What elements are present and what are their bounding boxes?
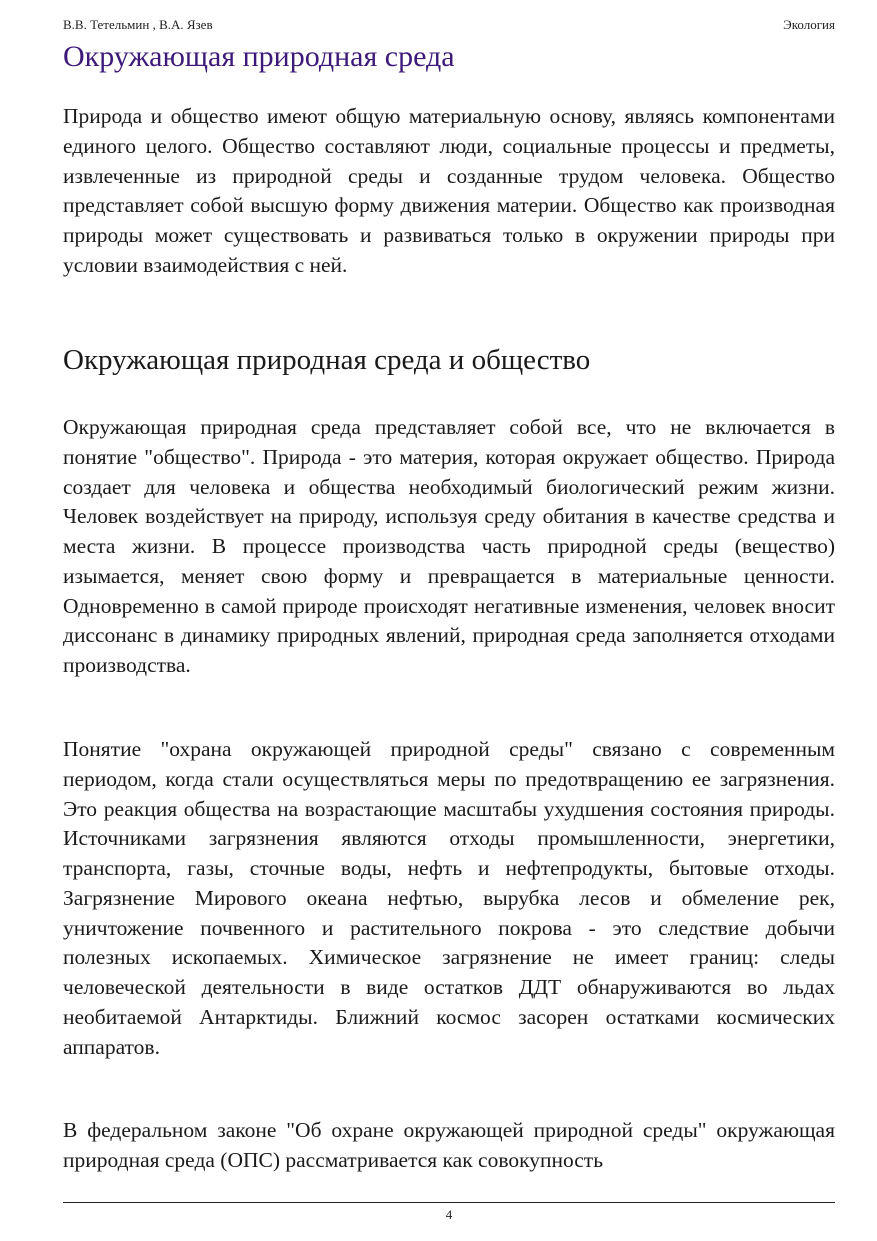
paragraph-law: В федеральном законе "Об охране окружающей природной среды" окружающая природная среда (ОПС) рассматривается как совокупность <box>63 1118 835 1172</box>
page-number: 4 <box>445 1207 453 1222</box>
running-header <box>63 17 835 35</box>
paragraph-environment: Окружающая природная среда представляет собой все, что не включается в понятие "общество". Природа - это материя, которая окружает общество. Природа создает для человека и общества необходимый биологический режим жизни. Человек воздействует на природу, используя среду обитания в качестве средства и места жизни. В процессе производства часть природной среды (вещество) изымается, меняет свою форму и превращается в материальные ценности. Одновременно в самой природе происходят негативные изменения, человек вносит диссонанс в динамику природных явлений, природная среда заполняется отходами производства. <box>63 415 835 677</box>
paragraph-intro: Природа и общество имеют общую материальную основу, являясь компонентами единого целого. Общество составляют люди, социальные процессы и предметы, извлеченные из природной среды и созданные трудом человека. Общество представляет собой высшую форму движения материи. Общество как производная природы может существовать и развиваться только в окружении природы при условии взаимодействия с ней. <box>63 104 835 277</box>
paragraph-protection: Понятие "охрана окружающей природной среды" связано с современным периодом, когда стали осуществляться меры по предотвращению ее загрязнения. Это реакция общества на возрастающие масштабы ухудшения состояния природы. Источниками загрязнения являются отходы промышленности, энергетики, транспорта, газы, сточные воды, нефть и нефтепродукты, бытовые отходы. Загрязнение Мирового океана нефтью, вырубка лесов и обмеление рек, уничтожение почвенного и растительного покрова - это следствие добычи полезных ископаемых. Химическое загрязнение не имеет границ: следы человеческой деятельности в виде остатков ДДТ обнаруживаются во льдах необитаемой Антарктиды. Ближний космос засорен остатками космических аппаратов. <box>63 737 835 1059</box>
section-heading: Окружающая природная среда и общество <box>63 344 591 376</box>
header-authors: В.В. Тетельмин , В.А. Язев <box>63 17 213 32</box>
footer-divider <box>63 1202 835 1203</box>
page-title: Окружающая природная среда <box>63 40 455 73</box>
header-subject: Экология <box>783 17 835 32</box>
document-page <box>63 0 835 1241</box>
